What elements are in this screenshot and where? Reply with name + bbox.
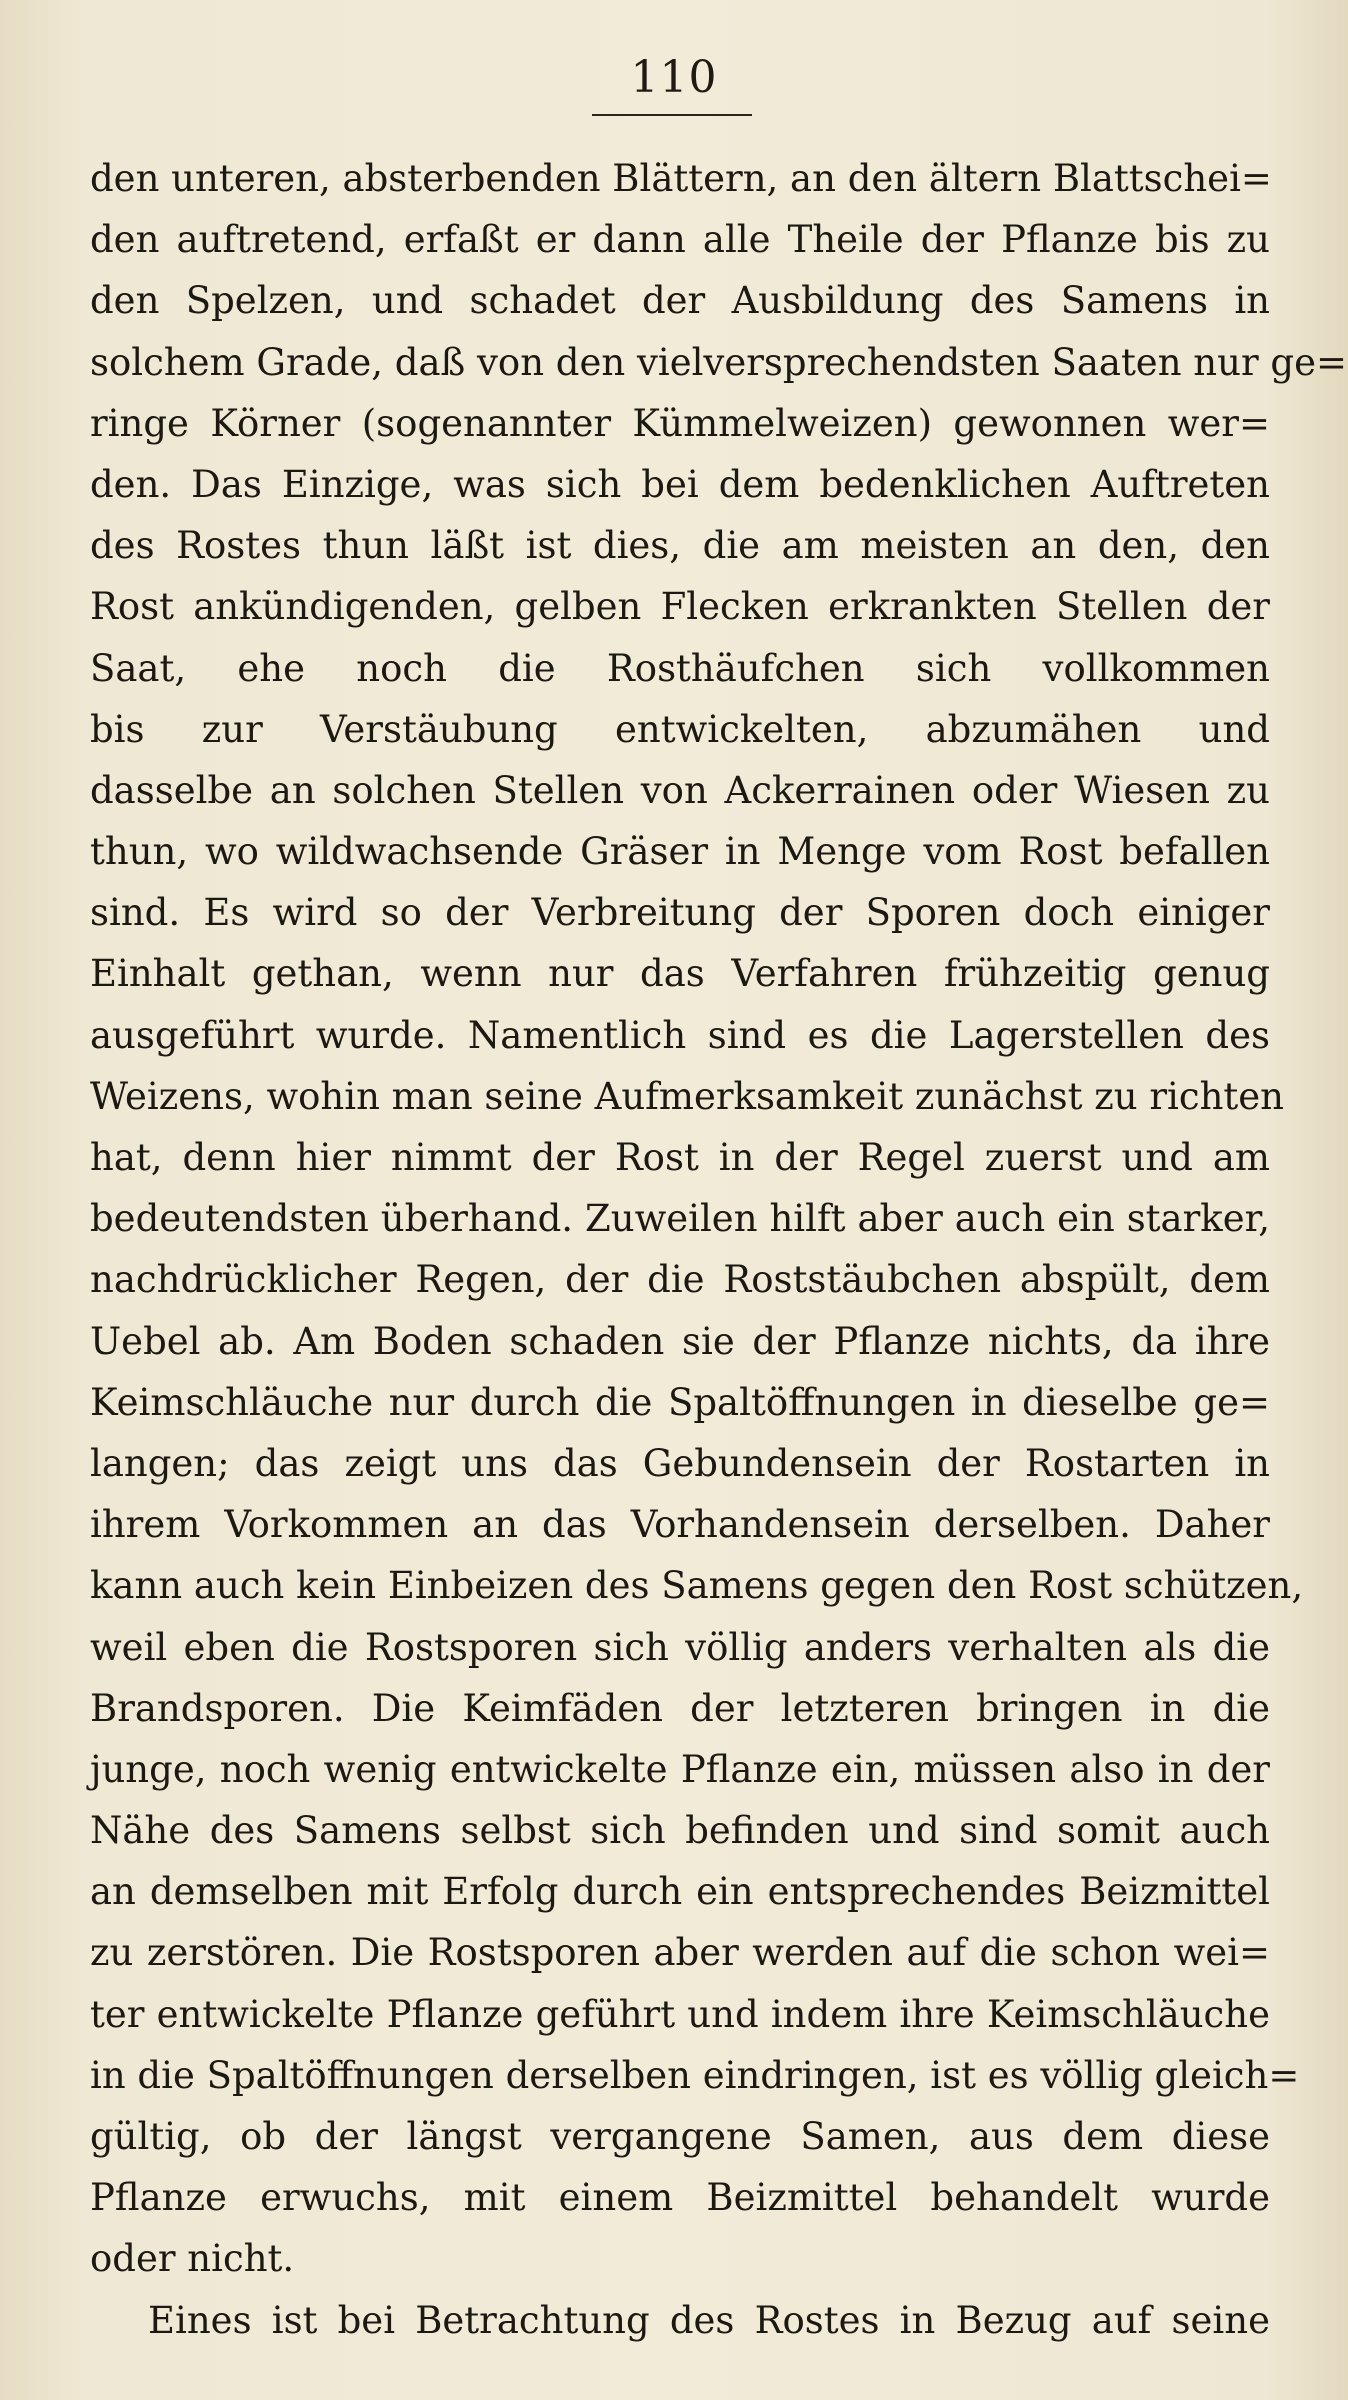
text-line: Keimschläuche nur durch die Spaltöffnungen in dieselbe ge= — [90, 1380, 1270, 1424]
text-line: sind. Es wird so der Verbreitung der Sporen doch einiger — [90, 891, 1270, 935]
page-number: 110 — [630, 52, 718, 103]
text-line: den. Das Einzige, was sich bei dem bedenklichen Auftreten — [90, 462, 1270, 506]
text-line: Uebel ab. Am Boden schaden sie der Pflanze nichts, da ihre — [90, 1319, 1270, 1363]
text-line: weil eben die Rostsporen sich völlig anders verhalten als die — [90, 1625, 1270, 1669]
header-rule — [592, 114, 752, 116]
text-line: bedeutendsten überhand. Zuweilen hilft aber auch ein starker, — [90, 1197, 1270, 1241]
text-line: ter entwickelte Pflanze geführt und indem ihre Keimschläuche — [90, 1992, 1270, 2036]
text-line: den unteren, absterbenden Blättern, an den ältern Blattschei= — [90, 157, 1272, 200]
text-line: solchem Grade, daß von den vielversprechendsten Saaten nur ge= — [90, 340, 1347, 384]
text-line: an demselben mit Erfolg durch ein entsprechendes Beizmittel — [90, 1870, 1270, 1914]
text-line: Nähe des Samens selbst sich befinden und sind somit auch — [90, 1809, 1270, 1853]
text-line: den Spelzen, und schadet der Ausbildung des Samens in — [90, 279, 1270, 323]
body-text — [90, 148, 1347, 2351]
text-line: hat, denn hier nimmt der Rost in der Regel zuerst und am — [90, 1136, 1270, 1179]
text-line: den auftretend, erfaßt er dann alle Theile der Pflanze bis zu — [90, 218, 1270, 262]
text-line: des Rostes thun läßt ist dies, die am meisten an den, den — [90, 524, 1270, 568]
text-line: Saat, ehe noch die Rosthäufchen sich vollkommen — [90, 646, 1270, 690]
text-line: ihrem Vorkommen an das Vorhandensein derselben. Daher — [90, 1503, 1270, 1547]
text-line: nachdrücklicher Regen, der die Roststäubchen abspült, dem — [90, 1258, 1270, 1302]
text-line: in die Spaltöffnungen derselben eindringen, ist es völlig gleich= — [90, 2053, 1300, 2097]
text-line: ausgeführt wurde. Namentlich sind es die Lagerstellen des — [90, 1013, 1270, 1057]
text-line: Weizens, wohin man seine Aufmerksamkeit zunächst zu richten — [90, 1074, 1284, 1118]
text-line: Rost ankündigenden, gelben Flecken erkrankten Stellen der — [90, 585, 1270, 629]
text-line: oder nicht. — [90, 2237, 295, 2281]
text-line: bis zur Verstäubung entwickelten, abzumähen und — [90, 707, 1270, 751]
text-line: ringe Körner (sogenannter Kümmelweizen) gewonnen wer= — [90, 401, 1270, 445]
text-line: gültig, ob der längst vergangene Samen, aus dem diese — [90, 2115, 1270, 2158]
text-line: langen; das zeigt uns das Gebundensein der Rostarten in — [90, 1441, 1270, 1485]
text-line: kann auch kein Einbeizen des Samens gegen den Rost schützen, — [90, 1564, 1304, 1608]
text-line: dasselbe an solchen Stellen von Ackerrainen oder Wiesen zu — [90, 768, 1270, 812]
text-line: zu zerstören. Die Rostsporen aber werden auf die schon wei= — [90, 1931, 1270, 1975]
text-line: Einhalt gethan, wenn nur das Verfahren frühzeitig genug — [90, 952, 1270, 996]
text-line: Eines ist bei Betrachtung des Rostes in Bezug auf seine — [148, 2298, 1270, 2342]
text-line: Brandsporen. Die Keimfäden der letzteren bringen in die — [90, 1686, 1270, 1730]
text-line: Pflanze erwuchs, mit einem Beizmittel behandelt wurde — [90, 2176, 1270, 2220]
text-line: junge, noch wenig entwickelte Pflanze ein, müssen also in der — [90, 1747, 1270, 1791]
text-line: thun, wo wildwachsende Gräser in Menge vom Rost befallen — [90, 830, 1270, 874]
